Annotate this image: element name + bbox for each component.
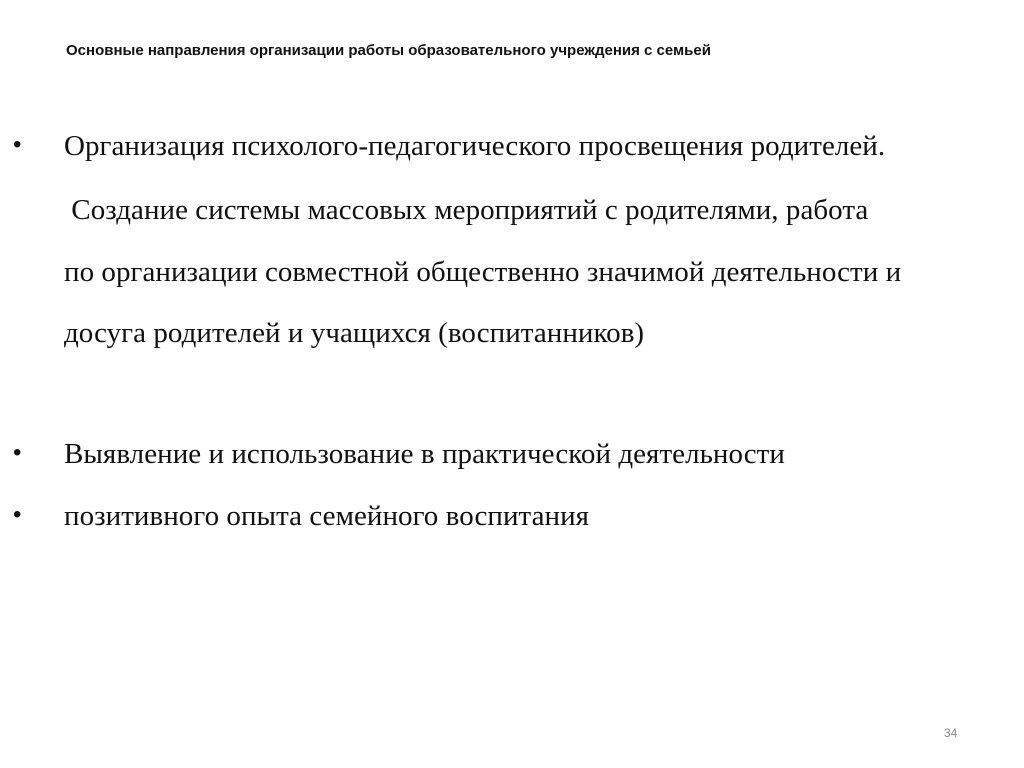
slide-title: Основные направления организации работы образовательного учреждения с семьей	[66, 42, 711, 59]
bullet-marker: •	[13, 501, 22, 528]
bullet-item-2-line-1: Выявление и использование в практической деятельности	[64, 438, 785, 470]
bullet-item-1-line-3: по организации совместной общественно значимой деятельности и	[64, 256, 902, 288]
bullet-marker: •	[13, 439, 22, 466]
bullet-marker: •	[13, 131, 22, 158]
bullet-item-1-line-1: Организация психолого-педагогического просвещения родителей.	[64, 130, 886, 162]
page-number: 34	[944, 726, 958, 740]
bullet-item-1-line-4: досуга родителей и учащихся (воспитанников)	[64, 317, 645, 349]
bullet-item-1-line-2: Создание системы массовых мероприятий с родителями, работа	[64, 194, 869, 226]
bullet-item-3-line-1: позитивного опыта семейного воспитания	[64, 500, 590, 532]
